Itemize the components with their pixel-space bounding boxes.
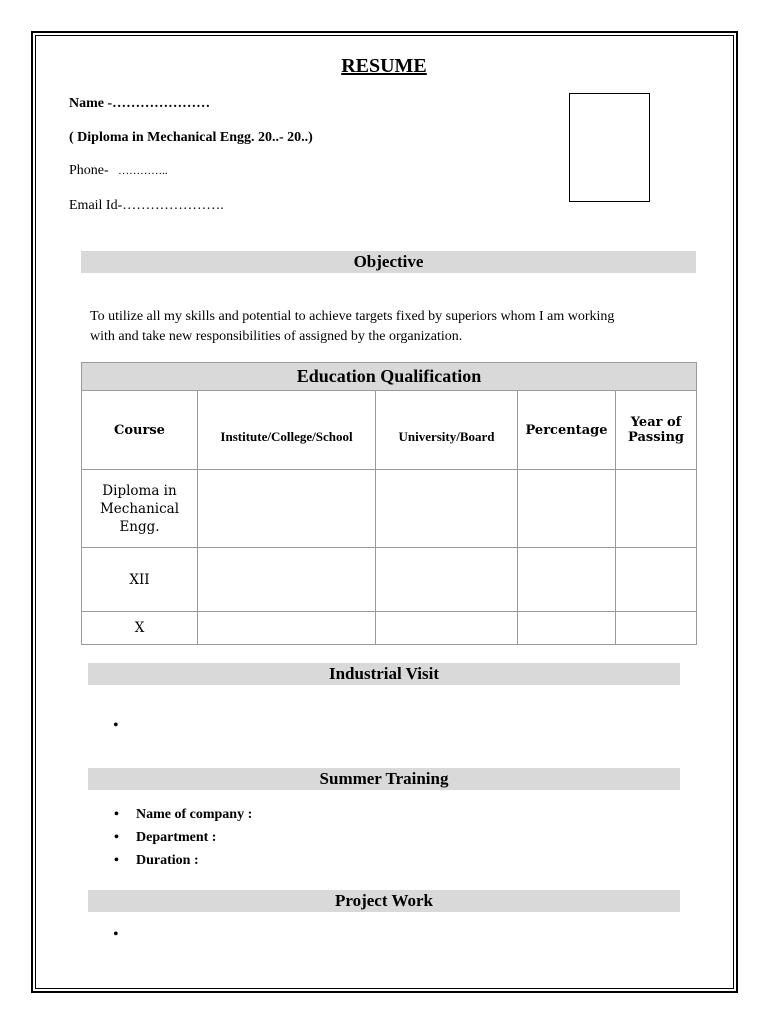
cell-year	[616, 548, 697, 612]
cell-course	[82, 470, 198, 548]
objective-text-line-2: with and take new responsibilities of assigned by the organization.	[90, 329, 463, 344]
course-line-1: Diploma in	[102, 482, 177, 499]
education-table	[81, 362, 697, 645]
cell-percentage	[518, 612, 616, 645]
industrial-visit-heading: Industrial Visit	[88, 663, 680, 685]
table-row	[82, 612, 697, 645]
cell-institute	[198, 470, 376, 548]
objective-text-line-1: To utilize all my skills and potential to achieve targets fixed by superiors whom I am working	[90, 309, 615, 324]
education-heading: Education Qualification	[82, 363, 697, 391]
course-line-3: Engg.	[119, 518, 160, 535]
name-value: …………………	[112, 96, 211, 111]
cell-year	[616, 470, 697, 548]
industrial-visit-bullet: •	[113, 717, 119, 734]
cell-institute	[198, 612, 376, 645]
cell-university	[376, 470, 518, 548]
cell-percentage	[518, 470, 616, 548]
list-item: • Duration :	[116, 849, 252, 872]
column-header-year	[616, 391, 697, 470]
phone-line	[69, 163, 168, 179]
column-header-percentage: Percentage	[518, 391, 616, 470]
project-work-heading: Project Work	[88, 890, 680, 912]
column-header-institute: Institute/College/School	[198, 391, 376, 470]
name-label: Name -	[69, 96, 113, 111]
cell-university	[376, 612, 518, 645]
cell-university	[376, 548, 518, 612]
column-header-year-line-1: Year of	[630, 415, 682, 430]
name-line	[69, 96, 210, 112]
cell-year	[616, 612, 697, 645]
phone-label: Phone-	[69, 163, 109, 178]
summer-training-list	[116, 803, 252, 872]
cell-institute	[198, 548, 376, 612]
cell-percentage	[518, 548, 616, 612]
list-item: • Name of company :	[116, 803, 252, 826]
column-header-university: University/Board	[376, 391, 518, 470]
email-line	[69, 198, 224, 214]
photo-box	[569, 93, 650, 202]
resume-title: RESUME	[341, 55, 427, 77]
table-row	[82, 470, 697, 548]
table-row	[82, 548, 697, 612]
project-work-bullet: •	[113, 926, 119, 943]
course-line-2: Mechanical	[99, 500, 180, 517]
cell-course: XII	[82, 548, 198, 612]
list-item: • Department :	[116, 826, 252, 849]
column-header-course: Course	[82, 391, 198, 470]
phone-value: …………..	[118, 165, 168, 177]
summer-training-heading: Summer Training	[88, 768, 680, 790]
cell-course: X	[82, 612, 198, 645]
email-label: Email Id-	[69, 198, 123, 213]
column-header-year-line-2: Passing	[628, 430, 685, 445]
email-value: ………………….	[122, 198, 224, 213]
objective-text	[90, 307, 690, 347]
diploma-line: ( Diploma in Mechanical Engg. 20..- 20..)	[69, 130, 313, 145]
objective-heading: Objective	[81, 251, 696, 273]
